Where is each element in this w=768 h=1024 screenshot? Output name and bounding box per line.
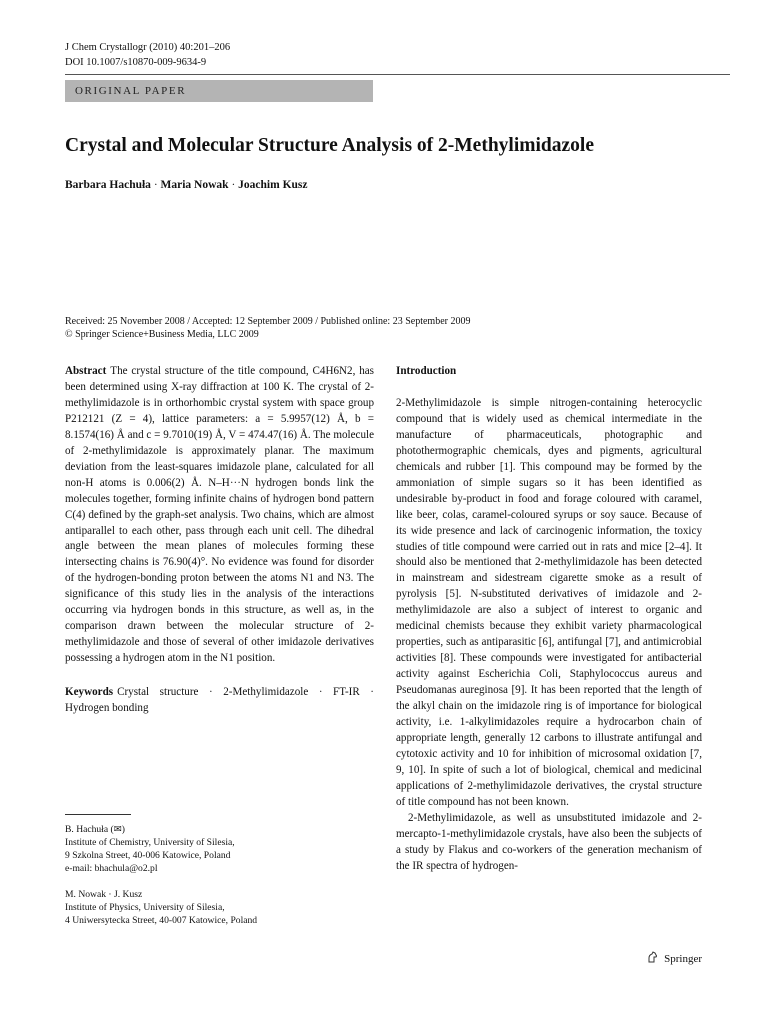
- copyright: © Springer Science+Business Media, LLC 2009: [65, 329, 259, 340]
- keywords-label: Keywords: [65, 686, 114, 699]
- article-type-badge: ORIGINAL PAPER: [65, 80, 373, 102]
- abstract-label: Abstract: [65, 365, 107, 377]
- publisher-name: Springer: [664, 952, 702, 965]
- journal-reference: J Chem Crystallogr (2010) 40:201–206: [65, 42, 231, 53]
- affiliation-institute: Institute of Physics, University of Silesia,: [65, 902, 225, 913]
- abstract: [65, 364, 374, 667]
- introduction-paragraph: 2-Methylimidazole is simple nitrogen-containing heterocyclic compound that is widely used as chemical intermediate in the manufacture of pharmaceuticals, photographic and photothermographic chemicals, dyes and pigments, agricultural chemicals and rubber [1]. This compound may be formed by the ammoniation of simple sugars so it has been identified as undesirable by-product in food and forage coloured with caramel, like beer, colas, caramel-coloured syrups or soy sauce. Because of its wide presence and lack of carcinogenic information, the toxicy studies of title compound were carried out in rats and mice [2–4]. It should also be mentioned that 2-methylimidazole has been detected in mainstream and sidestream cigarette smoke as a result of pyrolysis [5]. N-substituted derivatives of imidazole and 2-methylimidazole are also a subject of interest to organic and medicinal chemists because they exhibit variety pharmacological properties, such as antiparasitic [6], antifungal [7], and antimicrobial activities [8]. These compounds were investigated for antibacterial activity against Escherichia Coli, Staphylococcus aureus and Pseudomanas aureginosa [9]. It has been reported that the length of the alkyl chain on the imidazole ring is of importance for biological activity, i.e. 1-alkylimidazoles require a hydrocarbon chain of appropriate length, generally 12 carbons to illustrate antifungal and cytotoxic activity and 10 for inhibition of microsomal oxidation [7, 9, 10]. In spite of such a lot of biological, chemical and medicinal applications of 2-methylimidazole derivatives, the crystal structure of title compound has not been known.: [396, 396, 702, 808]
- received-dates: Received: 25 November 2008 / Accepted: 12 September 2009 / Published online: 23 September 2009: [65, 316, 471, 327]
- author-separator: ·: [150, 179, 161, 191]
- author-name: Maria Nowak: [160, 179, 229, 191]
- affiliation-address: 4 Uniwersytecka Street, 40-007 Katowice, Poland: [65, 915, 258, 926]
- affiliation-block: [65, 823, 365, 875]
- right-column: [396, 364, 702, 875]
- left-column: [65, 364, 374, 717]
- publisher-footer: [646, 950, 702, 967]
- keywords-text: Crystal structure · 2-Methylimidazole · FT-IR · Hydrogen bonding: [65, 686, 374, 715]
- keywords: [65, 685, 374, 717]
- affiliation-block: [65, 888, 365, 927]
- header-rule: [65, 74, 730, 75]
- springer-horse-icon: [646, 950, 660, 967]
- doi[interactable]: DOI 10.1007/s10870-009-9634-9: [65, 57, 207, 68]
- affiliation-author: M. Nowak · J. Kusz: [65, 889, 143, 900]
- introduction-heading: Introduction: [396, 365, 457, 377]
- affiliation-rule: [65, 814, 131, 815]
- article-title: Crystal and Molecular Structure Analysis of 2-Methylimidazole: [65, 135, 594, 156]
- author-name: Barbara Hachuła: [65, 179, 151, 191]
- affiliation-address: 9 Szkolna Street, 40-006 Katowice, Poland: [65, 850, 231, 861]
- abstract-text: The crystal structure of the title compound, C4H6N2, has been determined using X-ray diffraction at 100 K. The crystal of 2-methylimidazole is in orthorhombic crystal system with space group P212121 (Z = 4), lattice parameters: a = 5.9957(12) Å, b = 8.1574(16) Å and c = 9.7010(19) Å, V = 474.47(16) Å. The molecule of 2-methylimidazole is approximately planar. The maximum deviation from the least-squares imidazole plane, calculated for all non-H atoms is 0.006(2) Å. N–H···N hydrogen bonds link the molecules together, forming infinite chains of hydrogen bond pattern C(4) defined by the graph-set analysis. Two chains, which are almost antiparallel to each other, pass through each unit cell. The dihedral angle between the mean planes of molecules forming these intersecting chains is 76.90(4)°. No evidence was found for disorder of the hydrogen-bonding proton between the atoms N1 and N3. The significance of this study lies in the analysis of the interactions occurring via hydrogen bonds in this structure, as well as, in the comparison drawn between the molecular structure of 2-methylimidazole and those of several of other imidazole derivatives possessing a hydrogen atom in the N1 position.: [65, 365, 374, 665]
- author-separator: ·: [228, 179, 239, 191]
- journal-citation: [65, 40, 230, 70]
- affiliation-email[interactable]: e-mail: bhachula@o2.pl: [65, 863, 158, 874]
- publication-history: [65, 315, 470, 341]
- introduction-paragraph: 2-Methylimidazole, as well as unsubstituted imidazole and 2-mercapto-1-methylimidazole crystals, have also been the subjects of a study by Flakus and co-workers of the generation mechanism of the IR spectra of hydrogen-: [396, 811, 702, 872]
- author-list: [65, 179, 308, 191]
- affiliation-institute: Institute of Chemistry, University of Silesia,: [65, 837, 235, 848]
- author-name: Joachim Kusz: [238, 179, 308, 191]
- affiliation-author: B. Hachuła (✉): [65, 824, 125, 835]
